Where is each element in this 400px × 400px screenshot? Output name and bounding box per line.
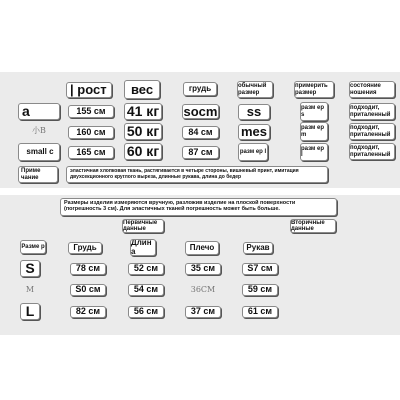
note-label: Приме чание: [18, 166, 58, 183]
wearing-state-cell: подходит, приталенный: [349, 103, 395, 120]
weight-cell: 50 кг: [124, 123, 162, 140]
chest-cell: 78 см: [70, 263, 106, 275]
length-cell: 52 см: [128, 263, 164, 275]
chest-cell: 87 см: [182, 146, 219, 159]
size-cell: a: [18, 103, 60, 120]
fit-size-cell: разм ер s: [300, 102, 328, 121]
header-height: | рост: [66, 82, 112, 98]
fit-size-cell: разм ер m: [300, 122, 328, 141]
size-cell: L: [20, 303, 40, 320]
header-shoulder: Плечо: [185, 241, 219, 255]
height-cell: 155 см: [68, 105, 114, 118]
sleeve-cell: 61 см: [242, 306, 278, 318]
header-weight: вес: [124, 80, 160, 99]
regular-size-cell: разм ер l: [238, 143, 268, 161]
sleeve-cell: S7 см: [242, 263, 278, 275]
regular-size-cell: ss: [238, 104, 270, 120]
weight-cell: 60 кг: [124, 143, 162, 160]
secondary-data-label: Вторичные данные: [290, 219, 336, 233]
header-sleeve: Рукав: [243, 242, 273, 254]
size-cell: M: [25, 284, 35, 294]
header-chest: Грудь: [68, 242, 102, 254]
fit-size-cell: разм ер l: [300, 143, 328, 161]
length-cell: 54 см: [128, 284, 164, 296]
header-length: Длин а: [130, 239, 156, 256]
note-text: эластичная хлопковая ткань, растягивается в четыре стороны, вишневый принт, имитация двухсекционного круглого выреза, длинные рукава, длина до бедер: [66, 166, 328, 183]
shoulder-cell: 35 см: [185, 263, 221, 275]
chest-cell: socm: [183, 104, 218, 119]
header-fit-size: примерить размер: [294, 81, 334, 98]
header-size: Разме р: [20, 240, 46, 254]
size-cell: 小B: [32, 126, 46, 136]
chest-cell: S0 см: [70, 284, 106, 296]
measurement-notice: Размеры изделия измеряются вручную, разложив изделие на плоской поверхности (погрешность 3 см). Для эластичных тканей погрешность может быть больше.: [60, 198, 337, 216]
chest-cell: 82 см: [70, 306, 106, 318]
sleeve-cell: 59 см: [242, 284, 278, 296]
wearing-state-cell: подходит, приталенный: [349, 123, 395, 140]
size-cell: S: [20, 260, 40, 277]
wearing-state-cell: подходит, приталенный: [349, 143, 395, 160]
header-chest: грудь: [183, 82, 217, 96]
header-regular-size: обычный размер: [237, 81, 273, 98]
primary-data-label: Первичные данные: [122, 219, 164, 233]
weight-cell: 41 кг: [124, 103, 162, 120]
height-cell: 165 см: [68, 146, 114, 159]
shoulder-cell: 37 см: [185, 306, 221, 318]
height-cell: 160 см: [68, 126, 114, 139]
size-cell: small c: [18, 143, 60, 161]
header-wearing-state: состояние ношения: [349, 81, 395, 98]
shoulder-cell: 36CM: [190, 284, 216, 294]
regular-size-cell: mes: [238, 124, 270, 140]
length-cell: 56 см: [128, 306, 164, 318]
chest-cell: 84 см: [182, 126, 219, 139]
